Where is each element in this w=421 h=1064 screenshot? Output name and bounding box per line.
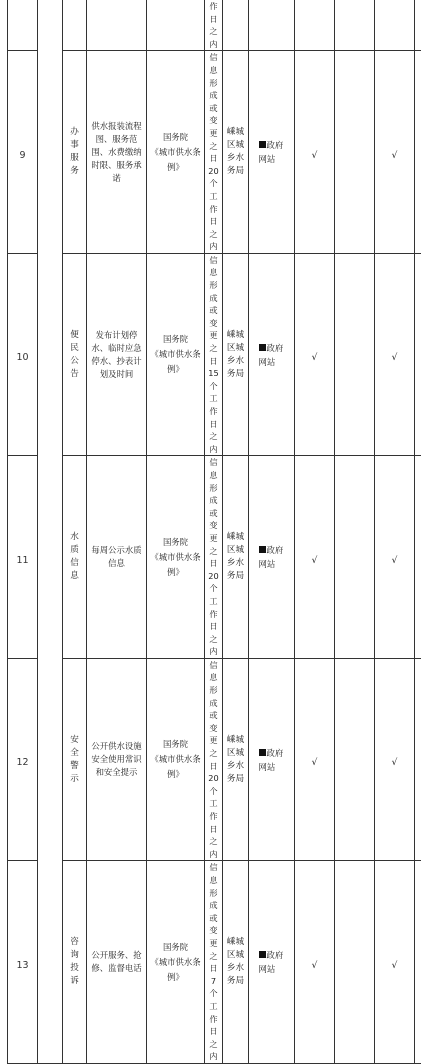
item-name: 咨询投诉 — [69, 936, 81, 988]
item-name: 办事服务 — [69, 126, 81, 178]
check-mark: √ — [312, 961, 318, 971]
checkbox-filled-icon — [259, 344, 266, 351]
disclosure-subject: 嵊城区城乡水务局 — [224, 329, 248, 381]
time-limit: 信息形成或变更之日15个工作日之内 — [208, 254, 220, 456]
checkbox-filled-icon — [259, 546, 266, 553]
disclosure-content: 供水报装流程图、服务范围、水费缴纳时限、服务承诺 — [87, 120, 146, 185]
disclosure-subject: 嵊城区城乡水务局 — [224, 126, 248, 178]
basis-regulation: 《城市供水条例》 — [147, 550, 204, 580]
check-mark: √ — [392, 556, 398, 566]
disclosure-channel: 政府网站 — [259, 545, 284, 569]
row-number: 12 — [16, 757, 28, 768]
basis-regulation: 《城市供水条例》 — [147, 752, 204, 782]
row-number: 10 — [16, 352, 28, 363]
check-mark: √ — [312, 758, 318, 768]
check-mark: √ — [392, 353, 398, 363]
time-limit-fragment: 作日之内 — [208, 0, 220, 50]
basis-issuer: 国务院 — [147, 332, 204, 347]
disclosure-channel: 政府网站 — [259, 950, 284, 974]
time-limit: 信息形成或变更之日20个工作日之内 — [208, 659, 220, 861]
disclosure-content: 公开供水设施安全使用常识和安全提示 — [87, 740, 146, 779]
row-number: 9 — [19, 150, 25, 161]
table-row — [8, 51, 421, 254]
disclosure-subject: 嵊城区城乡水务局 — [224, 734, 248, 786]
time-limit: 信息形成或变更之日7个工作日之内 — [208, 861, 220, 1063]
check-mark: √ — [312, 353, 318, 363]
table-row — [8, 658, 421, 861]
basis-issuer: 国务院 — [147, 737, 204, 752]
time-limit: 信息形成或变更之日20个工作日之内 — [208, 456, 220, 658]
table-row — [8, 456, 421, 659]
item-name: 水质信息 — [69, 531, 81, 583]
row-number: 13 — [16, 960, 28, 971]
time-limit: 信息形成或变更之日20个工作日之内 — [208, 51, 220, 253]
basis-regulation: 《城市供水条例》 — [147, 145, 204, 175]
disclosure-content: 每周公示水质信息 — [87, 544, 146, 570]
disclosure-content: 发布计划停水、临时应急停水、抄表计划及时间 — [87, 329, 146, 381]
disclosure-channel: 政府网站 — [259, 343, 284, 367]
check-mark: √ — [312, 151, 318, 161]
item-name: 便民公告 — [69, 329, 81, 381]
basis-regulation: 《城市供水条例》 — [147, 347, 204, 377]
checkbox-filled-icon — [259, 951, 266, 958]
check-mark: √ — [392, 151, 398, 161]
check-mark: √ — [312, 556, 318, 566]
table-row-continued — [8, 0, 421, 51]
disclosure-channel: 政府网站 — [259, 748, 284, 772]
checkbox-filled-icon — [259, 141, 266, 148]
disclosure-channel: 政府网站 — [259, 140, 284, 164]
basis-issuer: 国务院 — [147, 130, 204, 145]
disclosure-subject: 嵊城区城乡水务局 — [224, 936, 248, 988]
merged-column-cell — [38, 0, 63, 1063]
basis-issuer: 国务院 — [147, 940, 204, 955]
table-row — [8, 861, 421, 1064]
row-number: 11 — [16, 555, 28, 566]
basis-issuer: 国务院 — [147, 535, 204, 550]
check-mark: √ — [392, 758, 398, 768]
item-name: 安全警示 — [69, 734, 81, 786]
disclosure-table — [7, 0, 421, 1064]
disclosure-subject: 嵊城区城乡水务局 — [224, 531, 248, 583]
basis-regulation: 《城市供水条例》 — [147, 955, 204, 985]
checkbox-filled-icon — [259, 749, 266, 756]
check-mark: √ — [392, 961, 398, 971]
disclosure-content: 公开服务、抢修、监督电话 — [87, 949, 146, 975]
table-row — [8, 253, 421, 456]
